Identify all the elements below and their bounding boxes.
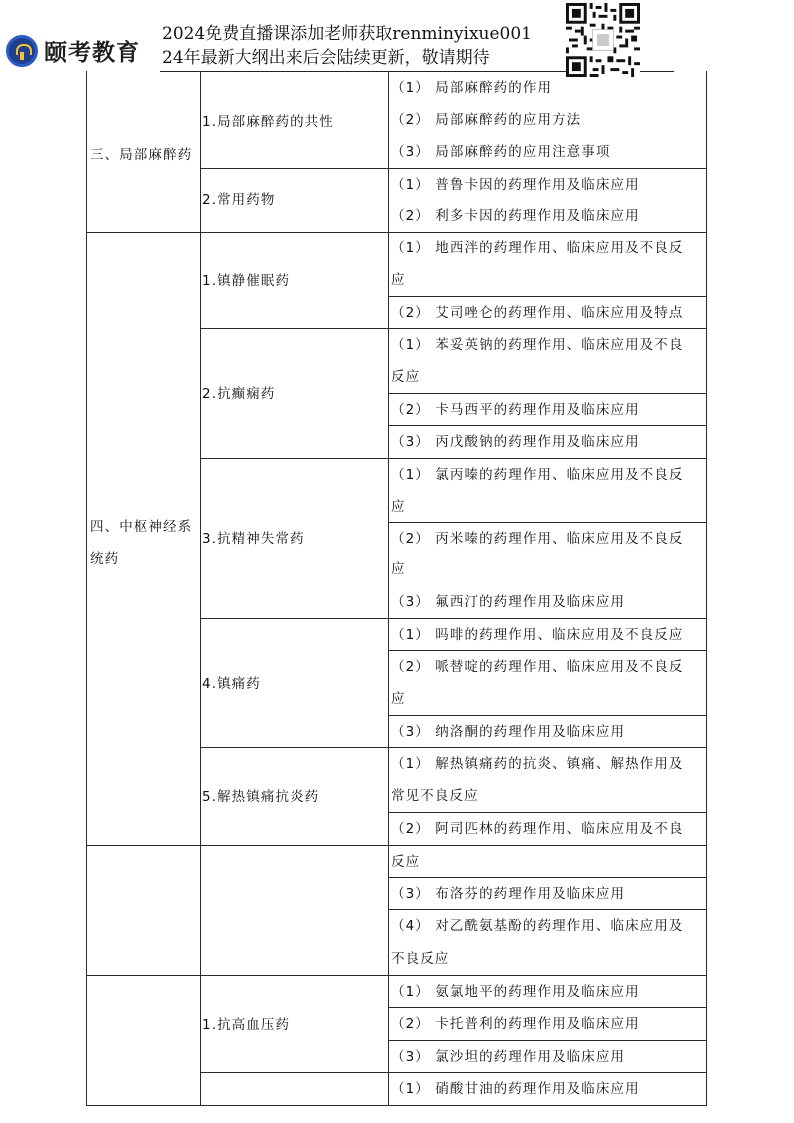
topic-item-cont: 常见不良反应 <box>391 788 479 804</box>
header-line-1: 2024免费直播课添加老师获取renminyixue001 <box>162 24 532 44</box>
topic-item: （3） 局部麻醉药的应用注意事项 <box>391 144 611 160</box>
topic-item-cont: 应 <box>391 561 406 577</box>
topic-item: （1） 硝酸甘油的药理作用及临床应用 <box>391 1081 640 1097</box>
topic-item: （2） 利多卡因的药理作用及临床应用 <box>391 208 640 224</box>
topic-item-cont: 反应 <box>391 854 421 870</box>
topic-item: （3） 丙戊酸钠的药理作用及临床应用 <box>391 434 640 450</box>
topic-item: （3） 氯沙坦的药理作用及临床应用 <box>391 1049 626 1065</box>
page-header <box>0 0 794 75</box>
topic-item-cont: 应 <box>391 499 406 515</box>
topic-item-cont: 反应 <box>391 369 421 385</box>
header-notice <box>162 22 532 70</box>
topic-item: （3） 氟西汀的药理作用及临床应用 <box>391 594 626 610</box>
topic-item-cont: 应 <box>391 272 406 288</box>
topic-item-cont: 应 <box>391 691 406 707</box>
header-line-2: 24年最新大纲出来后会陆续更新，敬请期待 <box>162 48 490 68</box>
topic-item: （1） 局部麻醉药的作用 <box>391 80 553 96</box>
topic-item: （1） 吗啡的药理作用、临床应用及不良反应 <box>391 627 684 643</box>
section-la-drugs: 2.常用药物 <box>202 192 276 208</box>
topic-item: （2） 局部麻醉药的应用方法 <box>391 112 582 128</box>
topic-item: （2） 艾司唑仑的药理作用、临床应用及特点 <box>391 305 684 321</box>
topic-item: （3） 布洛芬的药理作用及临床应用 <box>391 886 626 902</box>
section-antihypertensives: 1.抗高血压药 <box>202 1017 291 1033</box>
topic-item: （1） 解热镇痛药的抗炎、镇痛、解热作用及 <box>391 756 684 772</box>
topic-item: （1） 地西泮的药理作用、临床应用及不良反 <box>391 240 684 256</box>
section-la-common: 1.局部麻醉药的共性 <box>202 114 334 130</box>
topic-item: （2） 阿司匹林的药理作用、临床应用及不良 <box>391 821 684 837</box>
section-antiepileptics: 2.抗癫痫药 <box>202 386 276 402</box>
topic-item-cont: 不良反应 <box>391 951 450 967</box>
topic-item: （4） 对乙酰氨基酚的药理作用、临床应用及 <box>391 918 684 934</box>
topic-item: （2） 丙米嗪的药理作用、临床应用及不良反 <box>391 531 684 547</box>
topic-item: （2） 卡马西平的药理作用及临床应用 <box>391 402 640 418</box>
topic-item: （1） 普鲁卡因的药理作用及临床应用 <box>391 177 640 193</box>
chapter-local-anesthetics: 三、局部麻醉药 <box>90 147 193 163</box>
section-nsaids: 5.解热镇痛抗炎药 <box>202 789 320 805</box>
section-sedative-hypnotics: 1.镇静催眠药 <box>202 273 291 289</box>
chapter-cns-drugs-line2: 统药 <box>90 551 120 567</box>
section-antipsychotics: 3.抗精神失常药 <box>202 531 305 547</box>
topic-item: （2） 卡托普利的药理作用及临床应用 <box>391 1016 640 1032</box>
topic-item: （1） 苯妥英钠的药理作用、临床应用及不良 <box>391 337 684 353</box>
graduation-cap-icon <box>6 35 38 67</box>
topic-item: （1） 氨氯地平的药理作用及临床应用 <box>391 984 640 1000</box>
brand-name: 颐考教育 <box>44 40 140 66</box>
brand-logo <box>6 34 140 67</box>
section-analgesics: 4.镇痛药 <box>202 676 261 692</box>
chapter-cns-drugs-line1: 四、中枢神经系 <box>90 519 193 535</box>
topic-item: （3） 纳洛酮的药理作用及临床应用 <box>391 724 626 740</box>
topic-item: （1） 氯丙嗪的药理作用、临床应用及不良反 <box>391 467 684 483</box>
qr-code-icon <box>566 3 640 77</box>
topic-item: （2） 哌替啶的药理作用、临床应用及不良反 <box>391 659 684 675</box>
